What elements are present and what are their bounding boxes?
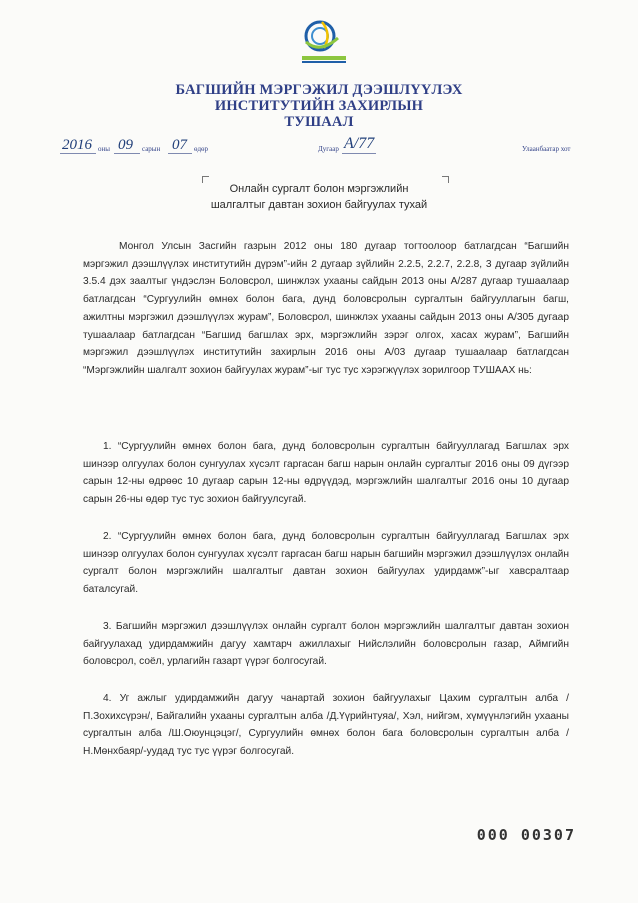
order-item-2 (83, 528, 569, 599)
org-name-line2: ИНСТИТУТИЙН ЗАХИРЛЫН (214, 98, 424, 114)
institute-logo-icon (300, 18, 348, 68)
order-item-1 (83, 438, 569, 509)
preamble-paragraph (83, 238, 569, 380)
order-item-2-text: 2. “Сургуулийн өмнөх болон бага, дунд боловсролын сургалтын байгууллагад Багшлах эрх шинээр олгуулах болон сунгуулах хүсэлт гаргасан багш нарын багшийн мэргэжил дээшлүүлэх онлайн сургалт болон мэргэжлийн шалгалтыг давтан зохион байгуулах удирдамж”-ыг хавсралтаар баталсугай. (83, 531, 569, 596)
org-name-line1: БАГШИЙН МЭРГЭЖИЛ ДЭЭШЛҮҮЛЭХ (175, 82, 463, 98)
preamble-text: Монгол Улсын Засгийн газрын 2012 оны 180 дугаар тогтоолоор батлагдсан “Багшийн мэргэжил дээшлүүлэх институтийн дүрэм”-ийн 2 дугаар зүйлийн 2.2.5, 2.2.7, 2.2.8, 3 дугаар зүйлийн 3.5.4 дэх заалтыг үндэслэн Боловсрол, шинжлэх ухааны сайдын 2013 оны А/287 дугаар тушаалаар батлагдсан “Сургуулийн өмнөх болон бага, дунд боловсролын сургалтын байгууллагын багш, ажилтны мэргэжил дээшлүүлэх журам”, Боловсрол, шинжлэх ухааны сайдын 2013 оны А/305 дугаар тушаалаар батлагдсан “Багшид багшлах эрх, мэргэжлийн зэрэг олгох, хасах журам”, Багшийн мэргэжил дээшлүүлэх институтийн захирлын 2016 оны А/03 дугаар тушаалаар батлагдсан “Мэргэжлийн шалгалт зохион байгуулах журам”-ыг тус тус хэрэгжүүлэх зорилгоор ТУШААХ нь: (83, 241, 569, 376)
day-underline (168, 153, 192, 154)
order-number-underline (342, 153, 376, 154)
order-number-label: Дугаар (318, 145, 339, 153)
day-suffix: өдөр (194, 145, 209, 153)
order-number-handwritten: А/77 (344, 135, 375, 152)
order-item-3 (83, 618, 569, 671)
order-item-1-text: 1. “Сургуулийн өмнөх болон бага, дунд боловсролын сургалтын байгууллагад Багшлах эрх шинээр олгуулах болон сунгуулах хүсэлт гаргасан багш нарын онлайн сургалтыг 2016 оны 09 дүгээр сарын 12-ны өдрөөс 10 дугаар сарын 12-ны өдрүүдэд, мэргэжлийн шалгалтыг 2016 оны 10 дугаар сарын 26-ны өдөр тус тус зохион байгуулсугай. (83, 441, 569, 506)
year-handwritten: 2016 (62, 137, 92, 153)
order-item-3-text: 3. Багшийн мэргэжил дээшлүүлэх онлайн сургалт болон мэргэжлийн шалгалтыг давтан зохион байгуулахад удирдамжийн дагуу хамтарч ажиллахыг Нийслэлийн боловсролын газар, Аймгийн боловсрол, соёл, урлагийн газарт үүрэг болгосугай. (83, 621, 569, 668)
month-suffix: сарын (142, 145, 161, 153)
city-label: Улаанбаатар хот (522, 145, 571, 153)
order-item-4 (83, 690, 569, 761)
year-underline (60, 153, 96, 154)
month-handwritten: 09 (118, 137, 133, 153)
document-title-line1: Онлайн сургалт болон мэргэжлийн (229, 183, 409, 195)
document-type: ТУШААЛ (284, 114, 354, 130)
year-suffix: оны (98, 145, 110, 153)
order-item-4-text: 4. Уг ажлыг удирдамжийн дагуу чанартай зохион байгуулахыг Цахим сургалтын алба /П.Зохихсүрэн/, Байгалийн ухааны сургалтын алба /Д.Үүрийнтуяа/, Хэл, нийгэм, хүмүүнлэгийн ухааны сургалтын алба /Ш.Оюунцэцэг/, Сургуулийн өмнөх болон бага боловсролын сургалтын алба /Н.Мөнхбаяр/-уудад тус тус үүрэг болгосугай. (83, 693, 569, 758)
document-title-line2: шалгалтыг давтан зохион байгуулах тухай (210, 199, 428, 211)
day-handwritten: 07 (172, 137, 187, 153)
serial-number: 000 00307 (476, 826, 576, 844)
month-underline (114, 153, 140, 154)
